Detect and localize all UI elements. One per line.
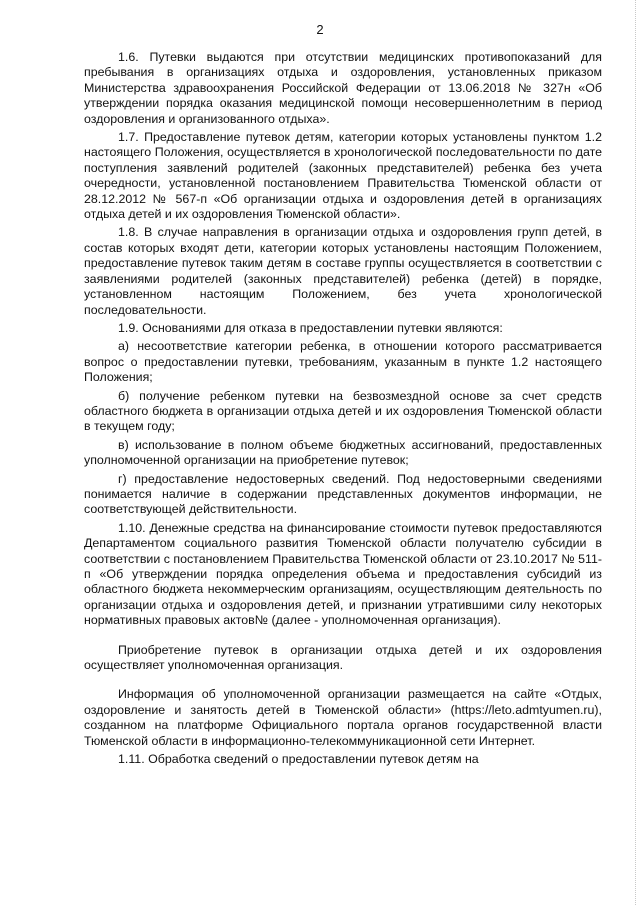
paragraph-purchase: Приобретение путевок в организации отдыха детей и их оздоровления осуществляет уполномоченная организация. xyxy=(84,642,602,673)
list-item-a: а) несоответствие категории ребенка, в отношении которого рассматривается вопрос о предоставлении путевки, требованиям, указанным в пункте 1.2 настоящего Положения; xyxy=(84,339,602,385)
paragraph-1-10: 1.10. Денежные средства на финансирование стоимости путевок предоставляются Департаментом социального развития Тюменской области получателю субсидии в соответствии с постановлением Правительства Тюменской области от 23.10.2017 № 511-п «Об утверждении порядка определения объема и предоставления субсидий из областного бюджета некоммерческим организациям, осуществляющим деятельность по организации отдыха и оздоровления детей, и признании утратившими силу некоторых нормативных правовых актов№ (далее - уполномоченная организация). xyxy=(84,520,602,628)
list-item-b: б) получение ребенком путевки на безвозмездной основе за счет средств областного бюджета в организации отдыха детей и их оздоровления Тюменской области в текущем году; xyxy=(84,388,602,434)
paragraph-1-11: 1.11. Обработка сведений о предоставлении путевок детям на xyxy=(118,752,479,767)
paragraph-info-site: Информация об уполномоченной организации размещается на сайте «Отдых, оздоровление и занятость детей в Тюменской области» (https://leto.admtyumen.ru), созданном на платформе Официального портала органов государственной власти Тюменской области в информационно-телекоммуникационной сети Интернет. xyxy=(84,687,602,748)
scan-edge-line xyxy=(634,0,636,905)
page-number: 2 xyxy=(316,22,324,37)
paragraph-spacer xyxy=(84,632,602,643)
list-item-v: в) использование в полном объеме бюджетных ассигнований, предоставленных уполномоченной организации на приобретение путевок; xyxy=(84,437,602,468)
list-item-g: г) предоставление недостоверных сведений. Под недостоверными сведениями понимается наличие в содержании представленных документов информации, не соответствующей действительности. xyxy=(84,471,602,517)
document-body xyxy=(84,50,602,770)
paragraph-1-7: 1.7. Предоставление путевок детям, категории которых установлены пунктом 1.2 настоящего Положения, осуществляется в хронологической последовательности по дате поступления заявлений родителей (законных представителей) ребенка без учета очередности, установленной постановлением Правительства Тюменской области от 28.12.2012 № 567-п «Об организации отдыха и оздоровления детей в организациях отдыха детей и их оздоровления Тюменской области». xyxy=(84,130,602,222)
paragraph-1-6: 1.6. Путевки выдаются при отсутствии медицинских противопоказаний для пребывания в организациях отдыха и оздоровления, установленных приказом Министерства здравоохранения Российской Федерации от 13.06.2018 № 327н «Об утверждении порядка оказания медицинской помощи несовершеннолетним в период оздоровления и организованного отдыха». xyxy=(84,50,602,126)
paragraph-spacer xyxy=(84,676,602,687)
paragraph-1-9: 1.9. Основаниями для отказа в предоставлении путевки являются: xyxy=(118,320,503,335)
paragraph-1-8: 1.8. В случае направления в организации отдыха и оздоровления групп детей, в состав которых входят дети, категории которых установлены настоящим Положением, предоставление путевок таким детям в составе группы осуществляется в соответствии с заявлениями родителей (законных представителей) ребенка (детей) в порядке, установленном настоящим Положением, без учета хронологической последовательности. xyxy=(84,225,602,317)
